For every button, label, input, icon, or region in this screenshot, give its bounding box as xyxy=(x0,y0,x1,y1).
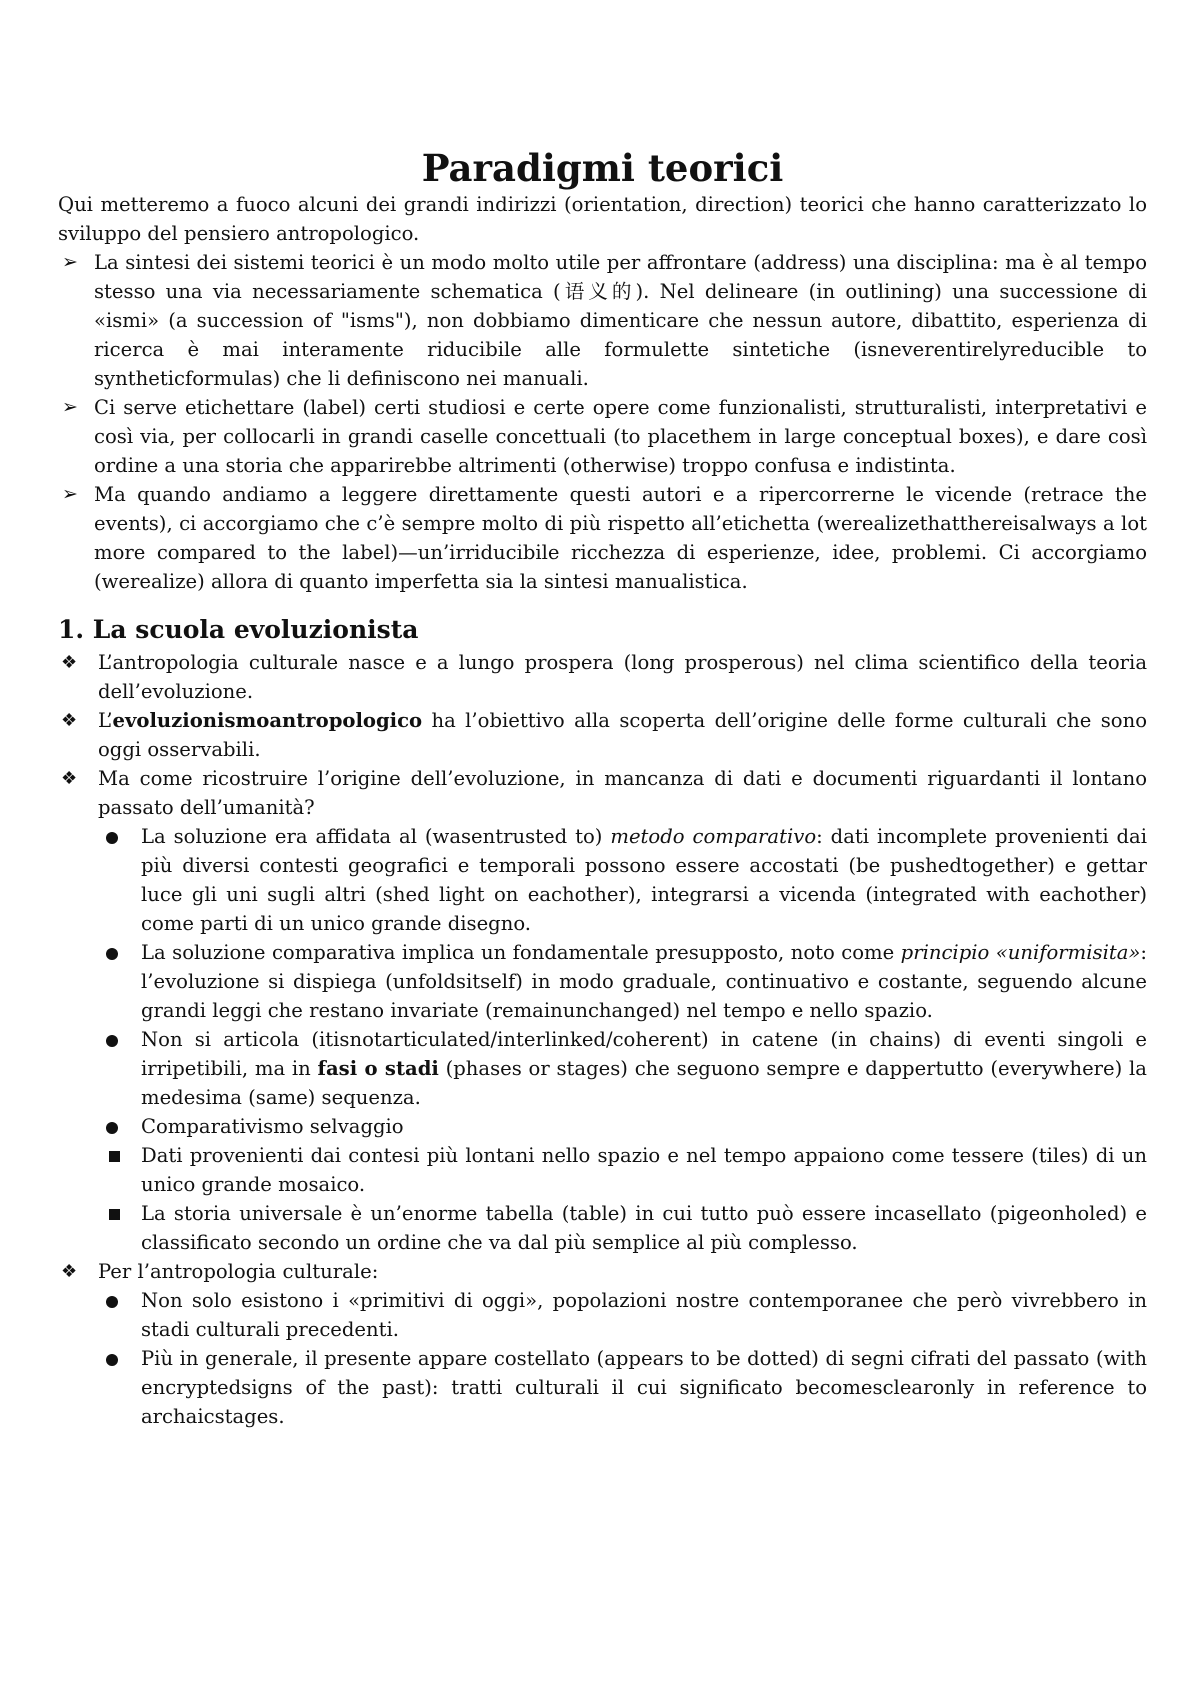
list-item xyxy=(98,1025,1147,1112)
square-bullet-icon xyxy=(109,1209,120,1220)
list-item-text: Dati provenienti dai contesi più lontani nello spazio e nel tempo appaiono come tessere (tiles) di un unico grande mosaico. xyxy=(141,1144,1147,1196)
list-item-text: Ci serve etichettare (label) certi studiosi e certe opere come funzionalisti, strutturalisti, interpretativi e così via, per collocarli in grandi caselle concettuali (to placethem in large conceptual boxes), e dare così ordine a una storia che apparirebbe altrimenti (otherwise) troppo confusa e indistinta. xyxy=(94,396,1147,477)
italic-term: principio «uniformisita» xyxy=(900,941,1141,964)
dot-bullet-icon xyxy=(106,948,118,960)
list-item xyxy=(58,764,1147,822)
list-item-text: Non si articola (itisnotarticulated/interlinked/coherent) in catene (in chains) di eventi singoli e irripetibili, ma in fasi o stadi (phases or stages) che seguono sempre e dappertutto (everywhere) la medesima (same) sequenza. xyxy=(141,1028,1147,1109)
list-item-text: Ma quando andiamo a leggere direttamente questi autori e a ripercorrerne le vicende (retrace the events), ci accorgiamo che c’è sempre molto di più rispetto all’etichetta (werealizethatthereisalways a lot more compared to the label)—un’irriducibile ricchezza di esperienze, idee, problemi. Ci accorgiamo (werealize) allora di quanto imperfetta sia la sintesi manualistica. xyxy=(94,483,1147,593)
list-item xyxy=(58,648,1147,706)
list-item xyxy=(58,248,1147,393)
list-item xyxy=(58,706,1147,764)
bold-term: fasi o stadi xyxy=(317,1057,439,1080)
sub-sub-list xyxy=(101,1141,1147,1257)
list-item xyxy=(58,480,1147,596)
dot-bullet-icon xyxy=(106,1354,118,1366)
list-item-text: L’antropologia culturale nasce e a lungo prospera (long prosperous) nel clima scientifico della teoria dell’evoluzione. xyxy=(98,651,1147,703)
intro-paragraph: Qui metteremo a fuoco alcuni dei grandi indirizzi (orientation, direction) teorici che hanno caratterizzato lo sviluppo del pensiero antropologico. xyxy=(58,193,1147,245)
list-item-text: La soluzione comparativa implica un fondamentale presupposto, noto come principio «uniformisita»: l’evoluzione si dispiega (unfoldsitself) in modo graduale, continuativo e costante, seguendo alcune grandi leggi che restano invariate (remainunchanged) nel tempo e nello spazio. xyxy=(141,941,1147,1022)
arrow-bullet-icon: ➢ xyxy=(62,396,78,418)
list-item xyxy=(58,1257,1147,1286)
list-item xyxy=(98,1344,1147,1431)
list-item-text: Comparativismo selvaggio xyxy=(141,1115,404,1138)
dot-bullet-icon xyxy=(106,1296,118,1308)
dot-bullet-icon xyxy=(106,1122,118,1134)
list-item-text: Per l’antropologia culturale: xyxy=(98,1260,379,1283)
list-item-text: La soluzione era affidata al (wasentrusted to) metodo comparativo: dati incomplete provenienti dai più diversi contesti geografici e temporali possono essere accostati (be pushedtogether) e gettar luce gli uni sugli altri (shed light on eachother), integrarsi a vicenda (integrated with eachother) come parti di un unico grande disegno. xyxy=(141,825,1148,935)
list-item xyxy=(101,1141,1147,1199)
list-item xyxy=(98,1112,1147,1141)
diamond-bullet-icon: ❖ xyxy=(61,1261,78,1282)
diamond-bullet-icon: ❖ xyxy=(61,652,78,673)
list-item xyxy=(98,1286,1147,1344)
list-item-text: Più in generale, il presente appare costellato (appears to be dotted) di segni cifrati del passato (with encryptedsigns of the past): tratti culturali il cui significato becomesclearonly in reference to archaicstages. xyxy=(141,1347,1147,1428)
list-item-text: Ma come ricostruire l’origine dell’evoluzione, in mancanza di dati e documenti riguardanti il lontano passato dell’umanità? xyxy=(98,767,1147,819)
list-item-text: La storia universale è un’enorme tabella (table) in cui tutto può essere incasellato (pigeonholed) e classificato secondo un ordine che va dal più semplice al più complesso. xyxy=(141,1202,1147,1254)
arrow-bullet-icon: ➢ xyxy=(62,251,78,273)
list-item xyxy=(98,938,1147,1025)
arrow-bullet-icon: ➢ xyxy=(62,483,78,505)
list-item-text: La sintesi dei sistemi teorici è un modo molto utile per affrontare (address) una disciplina: ma è al tempo stesso una via necessariamente schematica (语义的). Nel delineare (in outlining) una successione di «ismi» (a succession of "isms"), non dobbiamo dimenticare che nessun autore, dibattito, esperienza di ricerca è mai interamente riducibile alle formulette sintetiche (isneverentirelyreducible to syntheticformulas) che li definiscono nei manuali. xyxy=(94,251,1147,390)
dot-bullet-icon xyxy=(106,1035,118,1047)
sub-list xyxy=(98,1286,1147,1431)
diamond-bullet-icon: ❖ xyxy=(61,710,78,731)
section-list xyxy=(58,648,1147,822)
document-page xyxy=(58,146,1147,1431)
section-list xyxy=(58,1257,1147,1286)
list-item xyxy=(58,393,1147,480)
sub-list xyxy=(98,822,1147,1141)
list-item-text: Non solo esistono i «primitivi di oggi», popolazioni nostre contemporanee che però vivrebbero in stadi culturali precedenti. xyxy=(141,1289,1147,1341)
list-item xyxy=(98,822,1147,938)
page-title: Paradigmi teorici xyxy=(421,146,784,190)
list-item xyxy=(101,1199,1147,1257)
section-heading: 1. La scuola evoluzionista xyxy=(58,615,419,644)
italic-term: metodo comparativo xyxy=(610,825,817,848)
square-bullet-icon xyxy=(109,1151,120,1162)
dot-bullet-icon xyxy=(106,832,118,844)
diamond-bullet-icon: ❖ xyxy=(61,768,78,789)
bold-term: evoluzionismoantropologico xyxy=(112,709,423,732)
list-item-text: L’evoluzionismoantropologico ha l’obiettivo alla scoperta dell’origine delle forme culturali che sono oggi osservabili. xyxy=(98,709,1147,761)
intro-points-list xyxy=(58,248,1147,596)
